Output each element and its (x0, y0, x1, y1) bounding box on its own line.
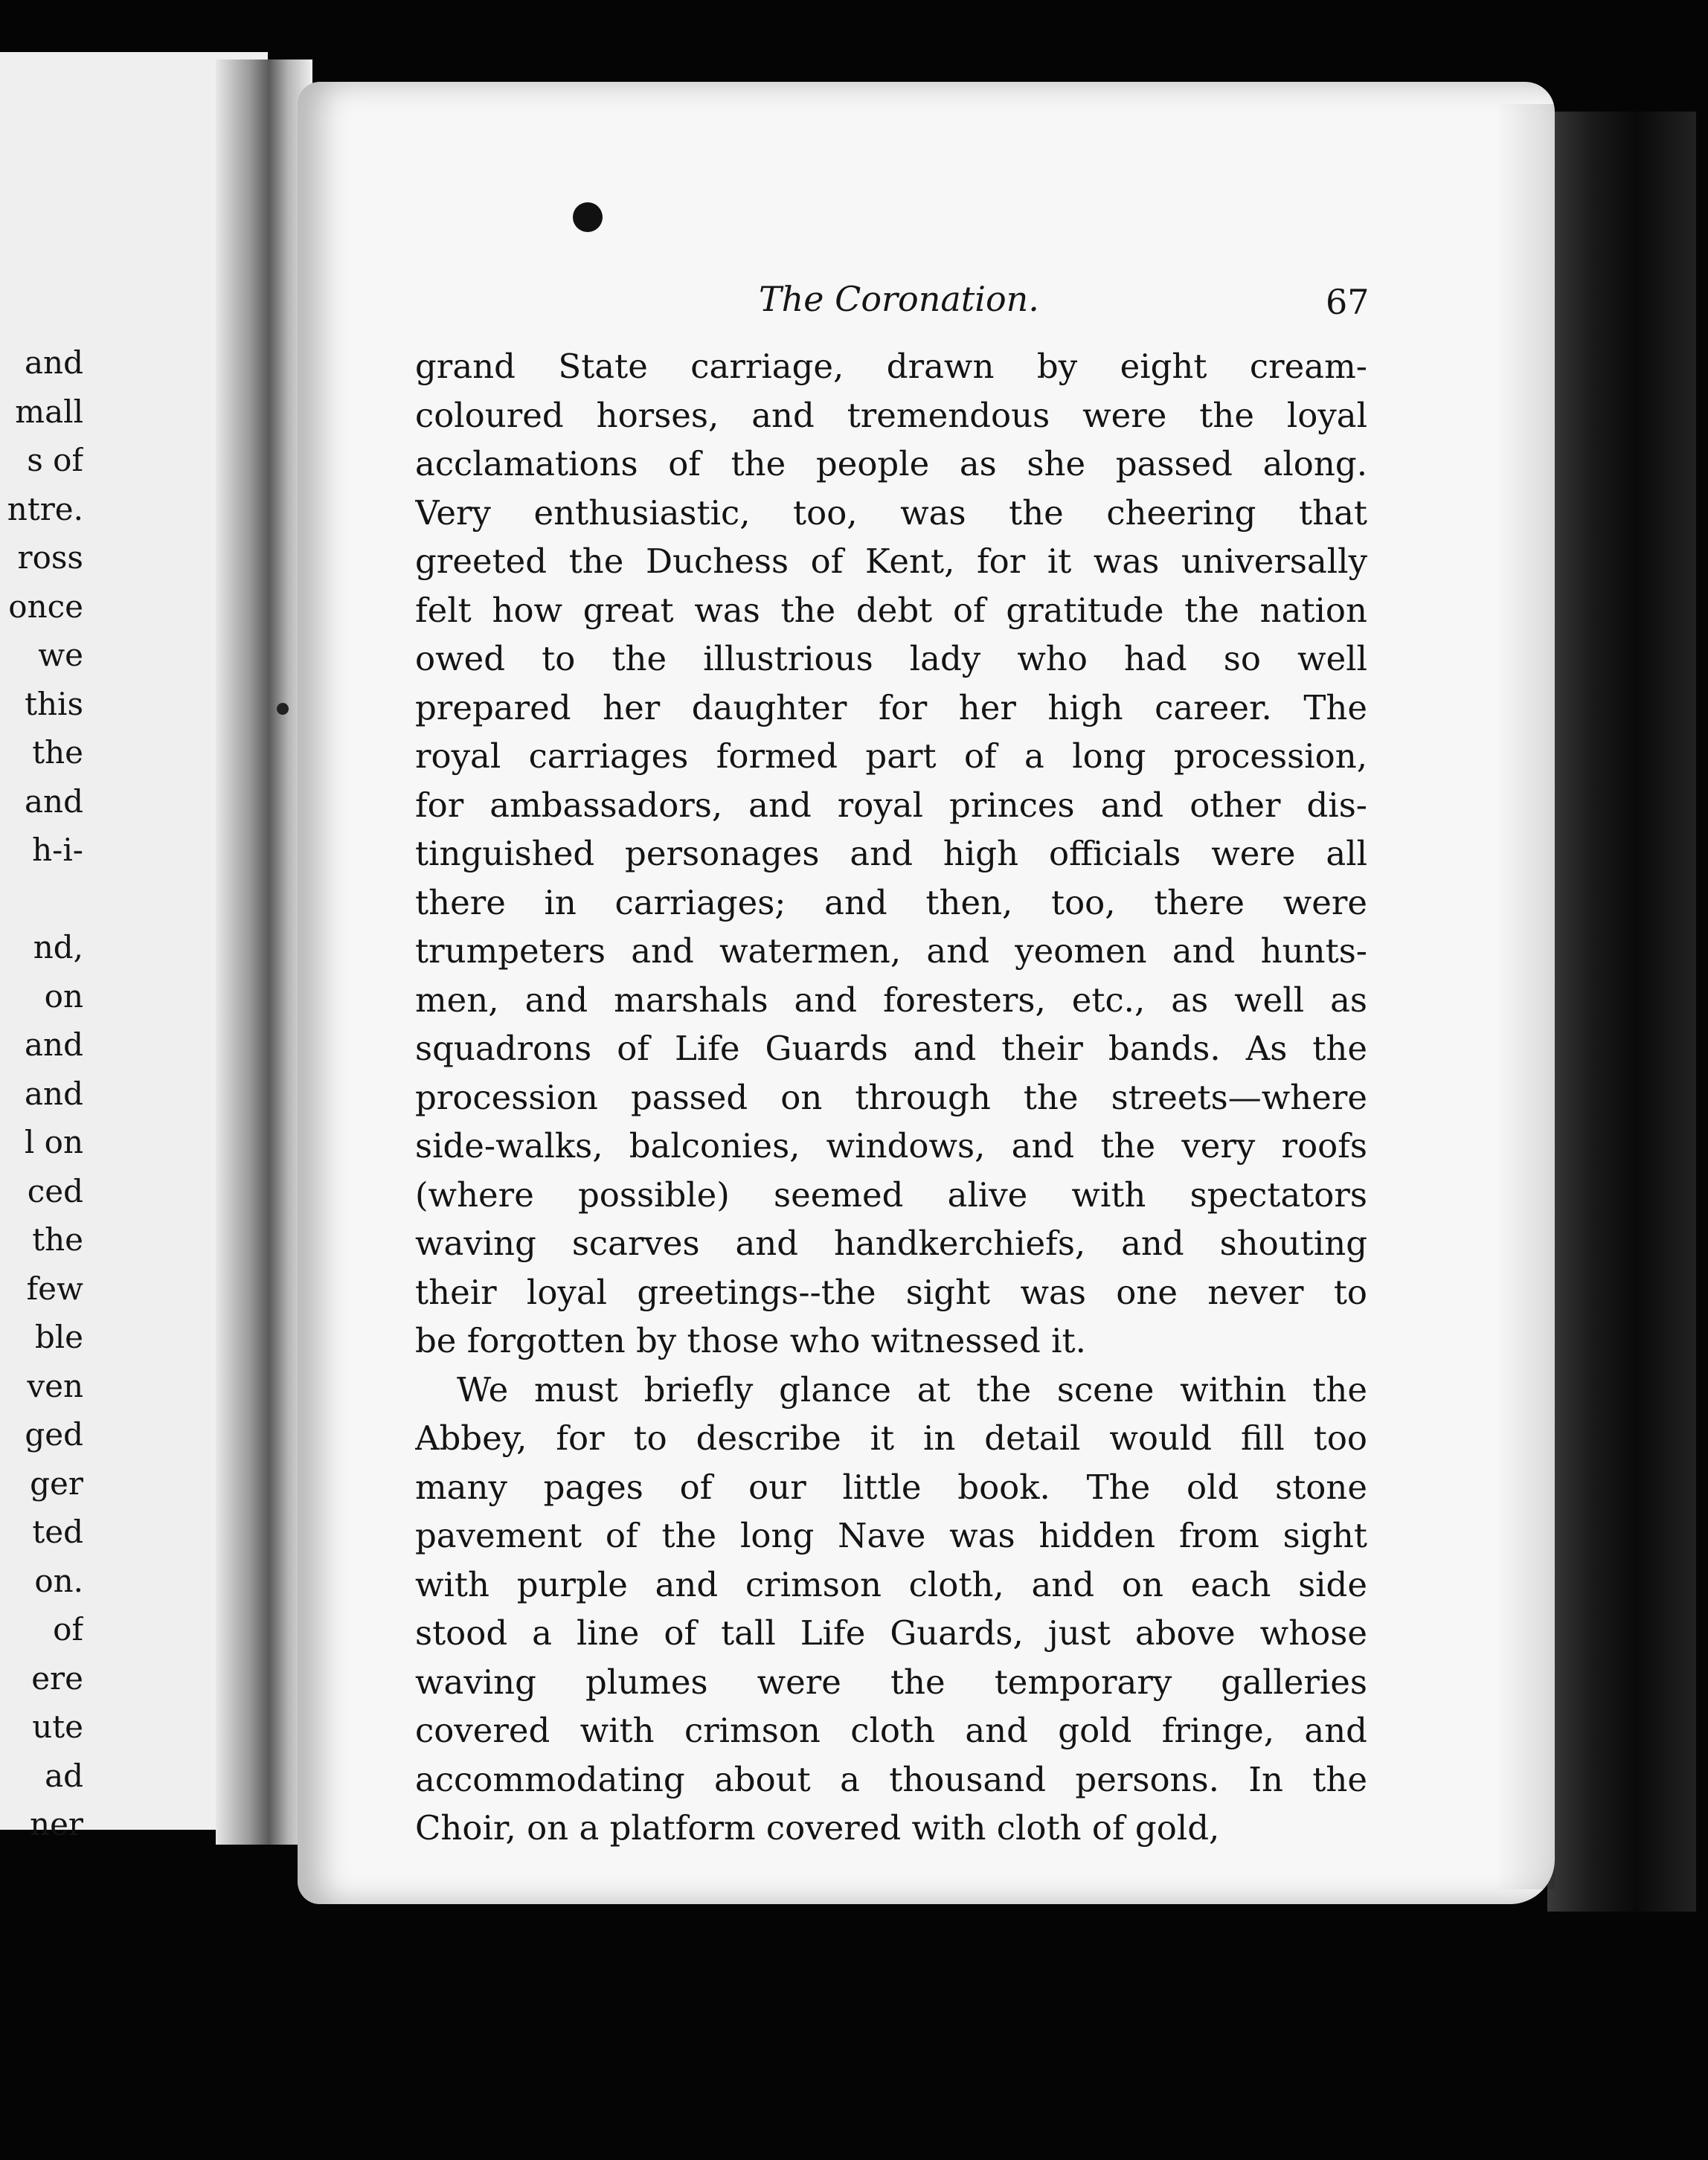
text-line: accommodating about a thousand persons. In the (415, 1759, 1367, 1799)
text-line: pavement of the long Nave was hidden from sight (415, 1516, 1367, 1555)
running-title: The Coronation. (759, 279, 1039, 319)
text-line: We must briefly glance at the scene within the (457, 1369, 1367, 1410)
text-line: men, and marshals and foresters, etc., as well as (415, 980, 1367, 1020)
text-line: side-walks, balconies, windows, and the very roofs (415, 1126, 1367, 1166)
text-line: there in carriages; and then, too, there were (415, 882, 1367, 922)
left-page-fragment: the (32, 734, 83, 771)
left-page-fragment: mall (15, 393, 83, 430)
text-line: Very enthusiastic, too, was the cheering that (415, 492, 1367, 533)
text-line: many pages of our little book. The old stone (415, 1467, 1367, 1507)
left-page-fragment: h-i- (32, 832, 83, 868)
text-line: Abbey, for to describe it in detail would fill too (415, 1418, 1367, 1458)
text-line: Choir, on a platform covered with cloth of gold, (415, 1808, 1220, 1848)
text-line: coloured horses, and tremendous were the loyal (415, 395, 1367, 435)
left-page-fragment: nd, (33, 929, 83, 965)
left-page-fragment: and (25, 344, 83, 381)
text-line: waving plumes were the temporary galleries (415, 1662, 1367, 1702)
text-line: stood a line of tall Life Guards, just above whose (415, 1613, 1367, 1653)
text-line: covered with crimson cloth and gold fringe, and (415, 1711, 1367, 1750)
text-line: (where possible) seemed alive with spectators (415, 1174, 1367, 1215)
text-line: waving scarves and handkerchiefs, and shouting (415, 1224, 1367, 1263)
text-line: prepared her daughter for her high career. The (415, 687, 1367, 727)
left-page-fragment: ad (45, 1757, 83, 1794)
text-line: with purple and crimson cloth, and on each side (415, 1564, 1367, 1604)
left-page-fragment: this (25, 685, 83, 722)
text-line: royal carriages formed part of a long procession, (415, 736, 1367, 776)
left-page-fragment: ross (17, 539, 83, 576)
page-mark (277, 703, 289, 715)
text-line: grand State carriage, drawn by eight cream- (415, 347, 1367, 386)
left-page-fragment: ced (27, 1172, 83, 1209)
text-line: for ambassadors, and royal princes and other dis- (415, 785, 1367, 825)
left-page-fragment: ere (31, 1659, 83, 1697)
left-page-fragment: and (25, 1075, 83, 1112)
left-page-fragment: ged (25, 1416, 83, 1453)
left-page-fragment (0, 875, 83, 924)
left-page-fragment: s of (27, 442, 83, 478)
left-page-fragment: on. (34, 1562, 83, 1599)
book-edge (1547, 112, 1696, 1912)
text-line: be forgotten by those who witnessed it. (415, 1321, 1086, 1360)
left-page-fragment: we (38, 637, 83, 673)
left-page-fragment: ner (30, 1806, 83, 1842)
left-page-fragment: the (32, 1221, 83, 1258)
text-line: felt how great was the debt of gratitude the nation (415, 590, 1367, 630)
left-page-fragment: l on (24, 1124, 83, 1160)
body-text (415, 342, 1367, 1853)
text-line: trumpeters and watermen, and yeomen and hunts- (415, 931, 1367, 971)
left-page-fragment: ven (27, 1367, 83, 1404)
left-page-fragment: of (53, 1611, 83, 1648)
page-hole (573, 202, 603, 232)
page-number: 67 (1326, 282, 1370, 322)
left-page-fragment: ntre. (7, 490, 83, 527)
left-page-fragment: ute (32, 1709, 83, 1745)
text-line: procession passed on through the streets—where (415, 1077, 1367, 1117)
page-header (417, 279, 1369, 331)
left-page-fragment: and (25, 782, 83, 820)
left-page-fragment: ble (34, 1319, 83, 1355)
text-line: acclamations of the people as she passed along. (415, 444, 1367, 483)
text-line: owed to the illustrious lady who had so well (415, 639, 1367, 678)
left-page-fragment: few (26, 1270, 83, 1307)
left-page-fragment: ted (32, 1514, 83, 1550)
text-line: tinguished personages and high officials were all (415, 834, 1367, 873)
page-shade (1495, 104, 1555, 1889)
text-line: squadrons of Life Guards and their bands. As the (415, 1029, 1367, 1068)
left-page-fragment: and (25, 1026, 83, 1063)
left-page-fragment: once (8, 588, 83, 625)
left-page-text (0, 338, 83, 1849)
left-page-fragment: ger (30, 1465, 83, 1502)
text-line: their loyal greetings--the sight was one never to (415, 1272, 1367, 1312)
text-line: greeted the Duchess of Kent, for it was universally (415, 541, 1367, 581)
left-page-fragment: on (44, 977, 83, 1015)
